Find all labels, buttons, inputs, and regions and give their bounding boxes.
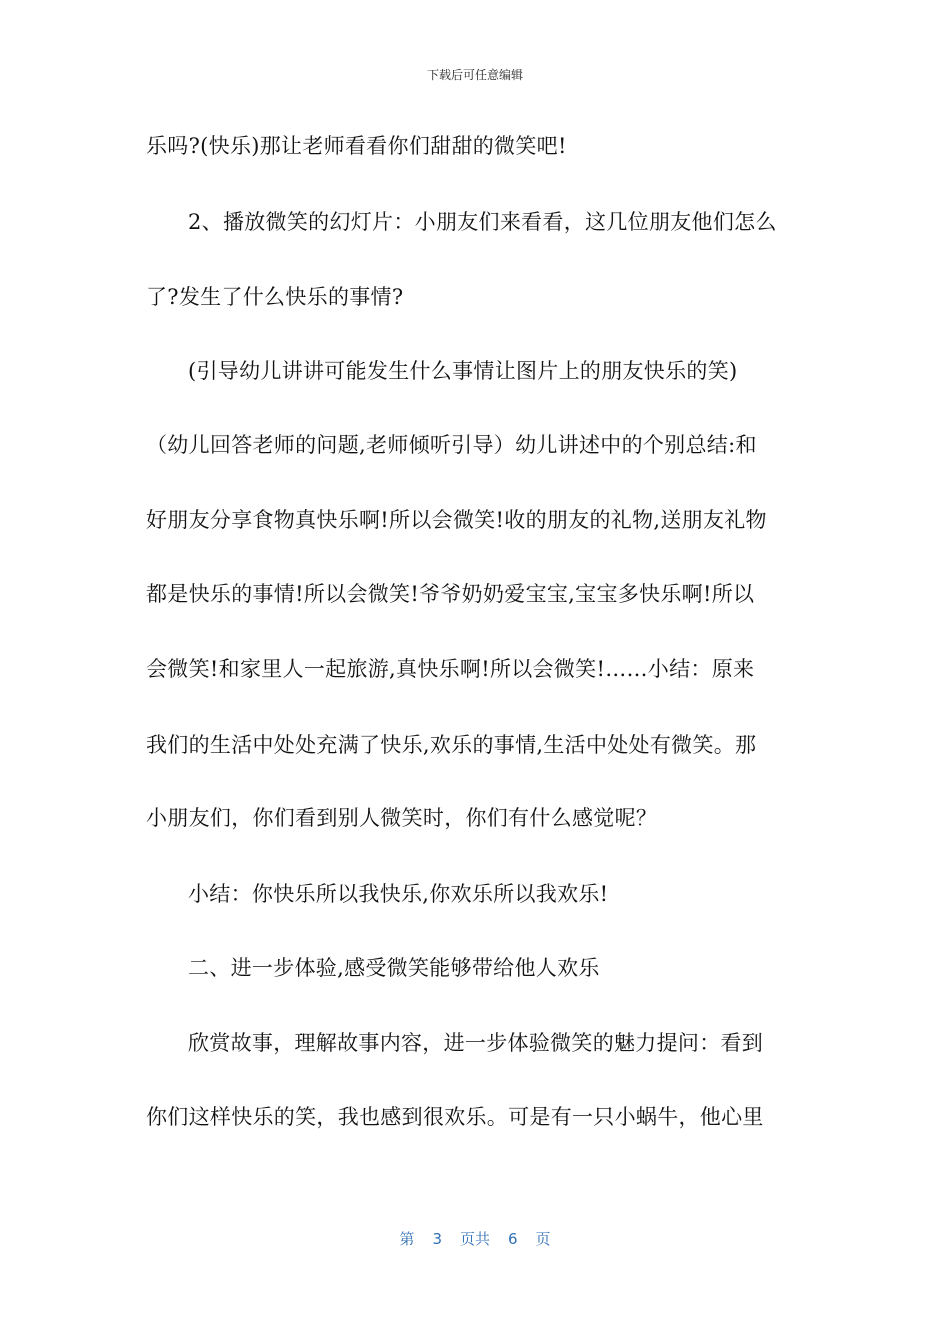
- body-line-6: 好朋友分享食物真快乐啊!所以会微笑!收的朋友的礼物,送朋友礼物: [146, 508, 767, 532]
- body-line-3: 了?发生了什么快乐的事情?: [146, 285, 404, 309]
- body-line-5: （幼儿回答老师的问题,老师倾听引导）幼儿讲述中的个别总结:和: [146, 433, 757, 457]
- header-note: 下载后可任意编辑: [426, 68, 523, 82]
- body-line-12: 二、进一步体验,感受微笑能够带给他人欢乐: [188, 956, 600, 980]
- page-label-prefix: 第: [399, 1230, 415, 1248]
- page-footer: [0, 1228, 950, 1249]
- body-line-11: 小结：你快乐所以我快乐,你欢乐所以我欢乐!: [188, 882, 609, 906]
- body-line-10: 小朋友们，你们看到别人微笑时，你们有什么感觉呢？: [146, 806, 658, 830]
- body-line-9: 我们的生活中处处充满了快乐,欢乐的事情,生活中处处有微笑。那: [146, 733, 757, 757]
- page-total: 6: [508, 1230, 518, 1248]
- page-current: 3: [432, 1230, 442, 1248]
- body-line-7: 都是快乐的事情!所以会微笑!爷爷奶奶爱宝宝,宝宝多快乐啊!所以: [146, 582, 755, 606]
- body-line-13: 欣赏故事，理解故事内容，进一步体验微笑的魅力提问：看到: [188, 1031, 764, 1055]
- body-line-14: 你们这样快乐的笑，我也感到很欢乐。可是有一只小蜗牛，他心里: [146, 1105, 764, 1129]
- body-line-4: (引导幼儿讲讲可能发生什么事情让图片上的朋友快乐的笑): [188, 359, 738, 383]
- page-label-mid: 页共: [459, 1230, 490, 1248]
- body-line-2: 2、播放微笑的幻灯片：小朋友们来看看，这几位朋友他们怎么: [188, 210, 777, 234]
- page-label-suffix: 页: [535, 1230, 551, 1248]
- body-line-1: 乐吗?(快乐)那让老师看看你们甜甜的微笑吧!: [146, 134, 567, 158]
- body-line-8: 会微笑!和家里人一起旅游,真快乐啊!所以会微笑!……小结：原来: [146, 657, 755, 681]
